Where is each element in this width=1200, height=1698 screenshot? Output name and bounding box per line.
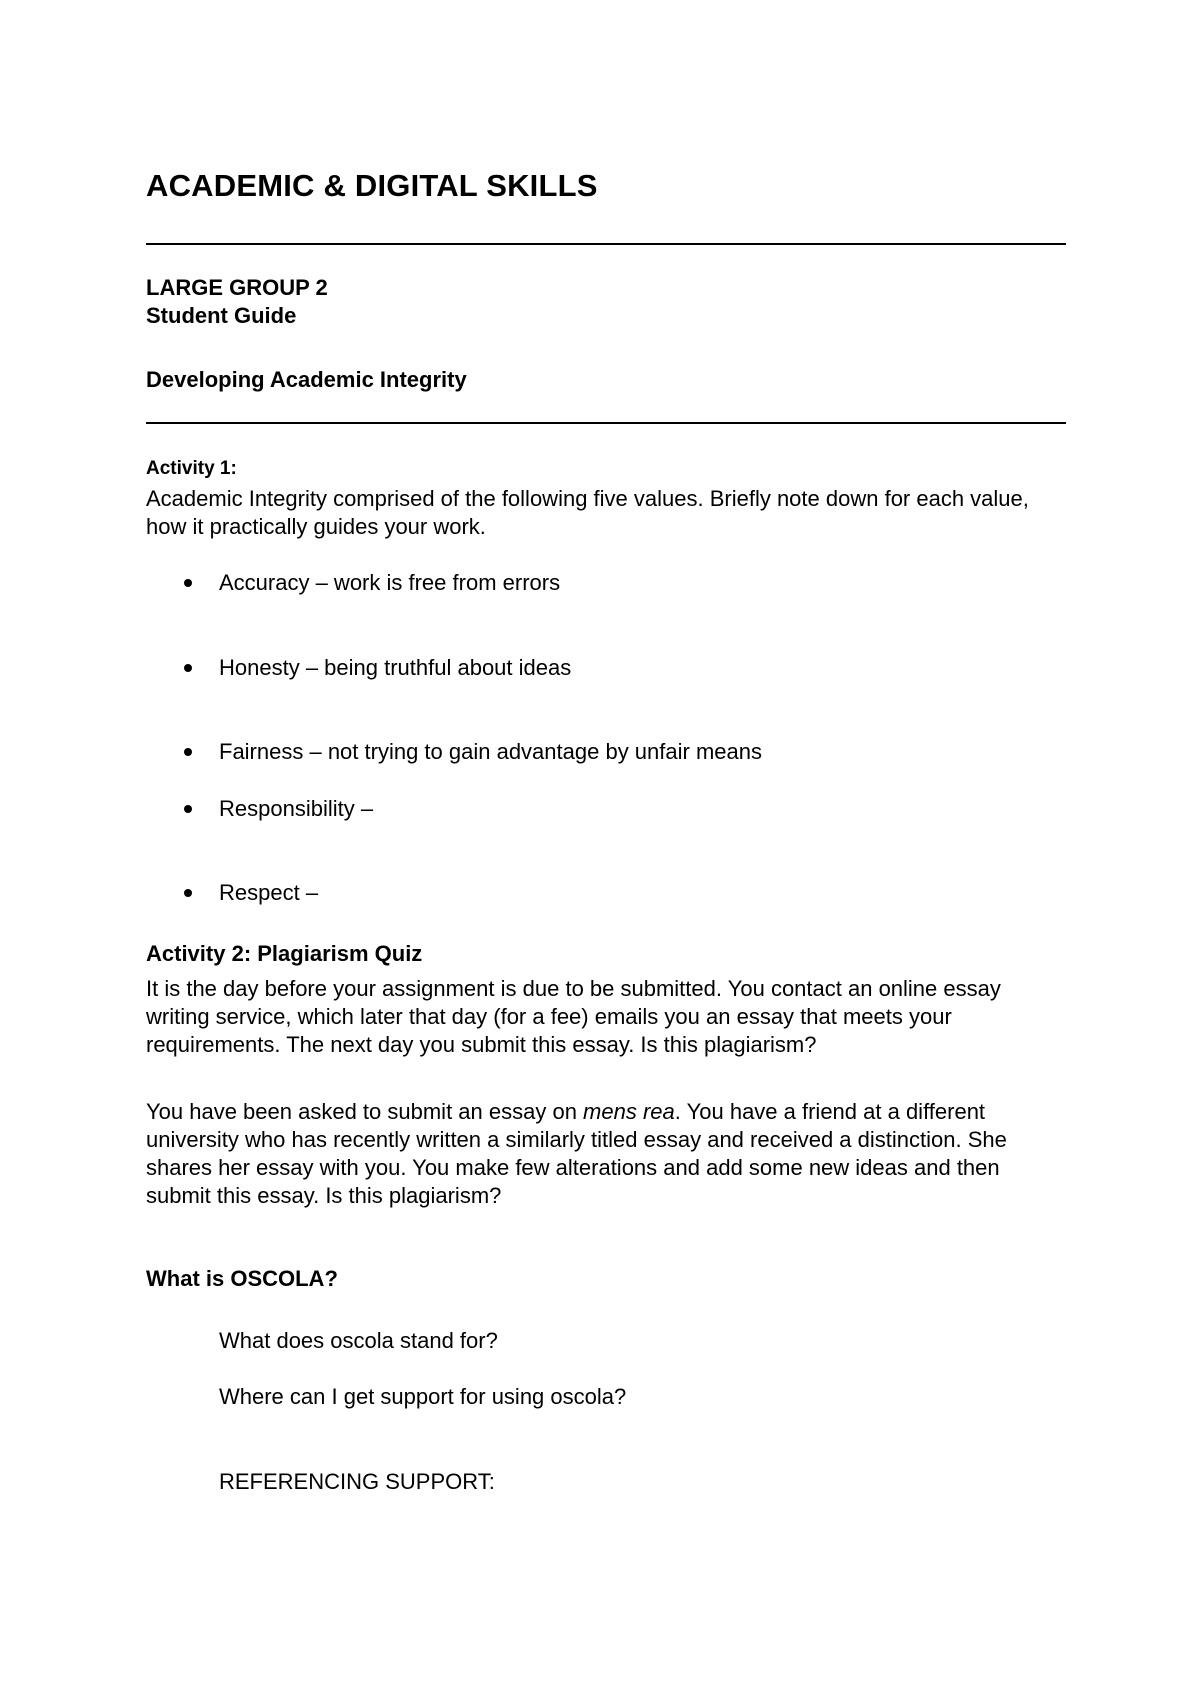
- value-honesty: Honesty – being truthful about ideas: [219, 655, 572, 680]
- bullet-icon: [184, 579, 192, 587]
- quiz-scenario-2: [146, 1098, 1066, 1210]
- guide-heading: Student Guide: [146, 303, 297, 328]
- scenario2-text-before: You have been asked to submit an essay on: [146, 1099, 584, 1124]
- document-title: ACADEMIC & DIGITAL SKILLS: [146, 168, 598, 203]
- oscola-heading: What is OSCOLA?: [146, 1266, 338, 1291]
- oscola-question-1: What does oscola stand for?: [219, 1328, 498, 1353]
- topic-heading: Developing Academic Integrity: [146, 367, 467, 392]
- group-heading: LARGE GROUP 2: [146, 275, 328, 300]
- oscola-question-2: Where can I get support for using oscola?: [219, 1384, 627, 1409]
- bullet-icon: [184, 889, 192, 897]
- bullet-icon: [184, 748, 192, 756]
- scenario2-text-after: . You have a friend at a different university who has recently written a similarly titled essay and received a distinction. She shares her essay with you. You make few alterations and add some new ideas and then submit this essay. Is this plagiarism?: [146, 1099, 1007, 1208]
- value-accuracy: Accuracy – work is free from errors: [219, 570, 561, 595]
- bullet-icon: [184, 664, 192, 672]
- bullet-icon: [184, 805, 192, 813]
- activity1-intro: Academic Integrity comprised of the following five values. Briefly note down for each value, how it practically guides your work.: [146, 486, 1029, 539]
- title-divider: [146, 243, 1066, 245]
- referencing-support-label: REFERENCING SUPPORT:: [219, 1469, 495, 1494]
- value-respect: Respect –: [219, 880, 319, 905]
- activity1-label: Activity 1:: [146, 458, 237, 479]
- scenario2-italic-term: mens rea: [583, 1099, 675, 1124]
- value-fairness: Fairness – not trying to gain advantage by unfair means: [219, 739, 762, 764]
- value-responsibility: Responsibility –: [219, 796, 374, 821]
- quiz-scenario-1: It is the day before your assignment is due to be submitted. You contact an online essay writing service, which later that day (for a fee) emails you an essay that meets your requirements. The next day you submit this essay. Is this plagiarism?: [146, 976, 1001, 1057]
- activity2-heading: Activity 2: Plagiarism Quiz: [146, 941, 423, 966]
- topic-divider: [146, 422, 1066, 424]
